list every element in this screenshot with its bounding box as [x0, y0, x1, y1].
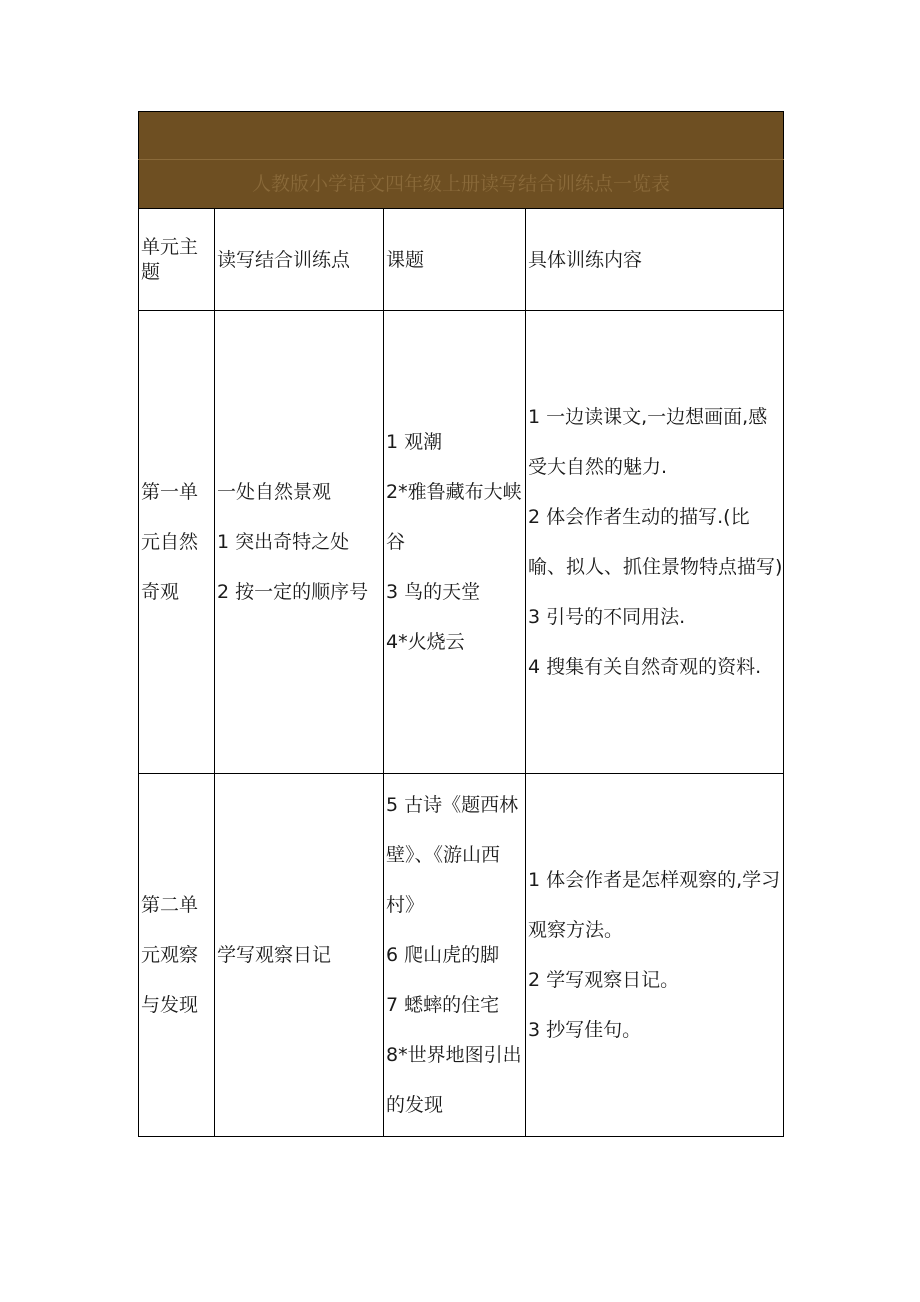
table-row: [139, 774, 784, 1137]
lesson-line: 3 鸟的天堂: [386, 581, 481, 603]
lesson-line: 7 蟋蟀的住宅: [386, 994, 500, 1016]
lesson-line: 2*雅鲁藏布大峡谷: [386, 481, 522, 553]
table-title: 人教版小学语文四年级上册读写结合训练点一览表: [139, 160, 784, 209]
title-row: [139, 160, 784, 209]
content-line: 2 体会作者生动的描写.(比喻、拟人、抓住景物特点描写): [528, 506, 783, 578]
point-cell: [215, 311, 384, 774]
point-line: 学写观察日记: [217, 944, 332, 966]
header-unit: 单元主题: [139, 209, 215, 311]
point-line: 1 突出奇特之处: [217, 531, 350, 553]
unit-cell: 第一单元自然奇观: [139, 311, 215, 774]
content-line: 3 抄写佳句。: [528, 1019, 642, 1041]
column-header-row: [139, 209, 784, 311]
lesson-cell: [384, 774, 526, 1137]
point-line: 2 按一定的顺序号: [217, 581, 369, 603]
content-cell: [526, 311, 784, 774]
point-line: 一处自然景观: [217, 481, 332, 503]
lesson-line: 6 爬山虎的脚: [386, 944, 500, 966]
content-cell: [526, 774, 784, 1137]
content-line: 1 体会作者是怎样观察的,学习观察方法。: [528, 869, 781, 941]
content-line: 4 搜集有关自然奇观的资料.: [528, 656, 762, 678]
lesson-line: 4*火烧云: [386, 631, 465, 653]
table-row: [139, 311, 784, 774]
content-line: 1 一边读课文,一边想画面,感受大自然的魅力.: [528, 406, 768, 478]
training-points-table: [138, 111, 784, 1137]
header-band: [139, 112, 784, 160]
lesson-line: 1 观潮: [386, 431, 443, 453]
lesson-line: 8*世界地图引出的发现: [386, 1044, 522, 1116]
header-content: 具体训练内容: [526, 209, 784, 311]
lesson-line: 5 古诗《题西林壁》、《游山西村》: [386, 794, 519, 916]
content-line: 3 引号的不同用法.: [528, 606, 686, 628]
header-lesson: 课题: [384, 209, 526, 311]
header-point: 读写结合训练点: [215, 209, 384, 311]
unit-cell: 第二单元观察与发现: [139, 774, 215, 1137]
point-cell: [215, 774, 384, 1137]
lesson-cell: [384, 311, 526, 774]
content-line: 2 学写观察日记。: [528, 969, 680, 991]
